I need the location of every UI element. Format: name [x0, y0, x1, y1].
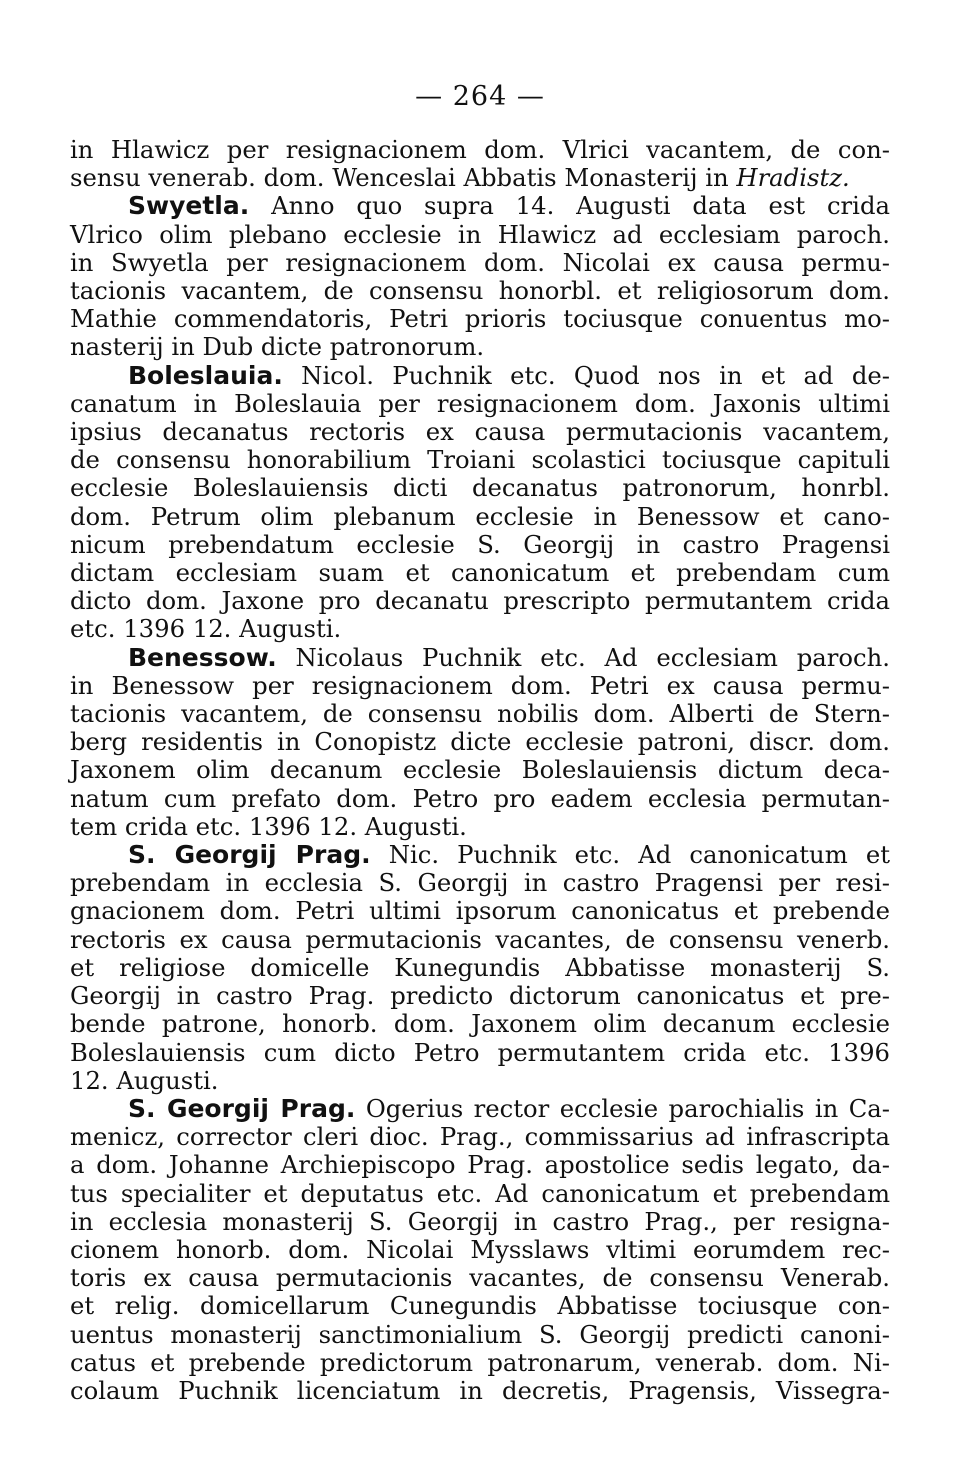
text-line: prebendam in ecclesia S. Georgij in castro Pragensi per resi- — [70, 868, 890, 898]
entry-boleslauia — [70, 362, 890, 644]
italic-place-name: Hradistz. — [736, 163, 850, 193]
text-line: dictam ecclesiam suam et canonicatum et prebendam cum — [70, 558, 890, 588]
text-line: in Swyetla per resignacionem dom. Nicolai ex causa permu- — [70, 247, 890, 277]
text-line: 12. Augusti. — [70, 1065, 219, 1095]
text-line: rectoris ex causa permutacionis vacantes, de consensu venerb. — [70, 924, 890, 954]
text-line: berg residentis in Conopistz dicte ecclesie patroni, discr. dom. — [70, 727, 890, 757]
text-line: dicto dom. Jaxone pro decanatu prescripto permutantem crida — [70, 586, 890, 616]
text-line: catus et prebende predictorum patronarum, venerab. dom. Ni- — [70, 1347, 890, 1377]
entry-continuation — [70, 136, 890, 192]
text-line: et relig. domicellarum Cunegundis Abbatisse tociusque con- — [70, 1291, 890, 1321]
document-page — [70, 80, 890, 1405]
text-line: colaum Puchnik licenciatum in decretis, Pragensis, Vissegra- — [70, 1375, 890, 1405]
entry-heading: S. Georgij Prag. — [128, 1093, 356, 1123]
text-line: in Benessow per resignacionem dom. Petri ex causa permu- — [70, 670, 890, 700]
text-line: Mathie commendatoris, Petri prioris tociusque conuentus mo- — [70, 304, 890, 334]
entry-first-line — [70, 644, 890, 672]
entry-first-line — [70, 192, 890, 220]
text-line: tus specialiter et deputatus etc. Ad canonicatum et prebendam — [70, 1178, 890, 1208]
page-number: — 264 — — [415, 81, 545, 112]
entry-s-georgij-prag-1 — [70, 841, 890, 1095]
text-line: nasterij in Dub dicte patronorum. — [70, 332, 485, 362]
text-line: natum cum prefato dom. Petro pro eadem ecclesia permutan- — [70, 783, 890, 813]
text-line: canatum in Boleslauia per resignacionem dom. Jaxonis ultimi — [70, 388, 890, 418]
text-line: in ecclesia monasterij S. Georgij in castro Prag., per resigna- — [70, 1206, 890, 1236]
entry-first-line — [70, 1095, 890, 1123]
text-line: in Hlawicz per resignacionem dom. Vlrici vacantem, de con- — [70, 135, 890, 164]
entry-first-line — [70, 841, 890, 869]
text-line: Vlrico olim plebano ecclesie in Hlawicz ad ecclesiam paroch. — [70, 219, 890, 249]
text-line: ipsius decanatus rectoris ex causa permutacionis vacantem, — [70, 417, 890, 447]
text-line: uentus monasterij sanctimonialium S. Georgij predicti canoni- — [70, 1319, 890, 1349]
text-line: tem crida etc. 1396 12. Augusti. — [70, 811, 467, 841]
text-line: a dom. Johanne Archiepiscopo Prag. apostolice sedis legato, da- — [70, 1150, 890, 1180]
text-line: tacionis vacantem, de consensu nobilis dom. Alberti de Stern- — [70, 699, 890, 729]
text-line: menicz, corrector cleri dioc. Prag., commissarius ad infrascripta — [70, 1122, 890, 1152]
text-line: toris ex causa permutacionis vacantes, de consensu Venerab. — [70, 1263, 890, 1293]
text-line: nicum prebendatum ecclesie S. Georgij in castro Pragensi — [70, 529, 890, 559]
text-line: bende patrone, honorb. dom. Jaxonem olim decanum ecclesie — [70, 1009, 890, 1039]
entry-heading: Boleslauia. — [128, 360, 283, 390]
entry-first-line-text: Anno quo supra 14. Augusti data est crida — [249, 191, 890, 221]
text-line: Georgij in castro Prag. predicto dictorum canonicatus et pre- — [70, 981, 890, 1011]
entry-first-line-text: Nicol. Puchnik etc. Quod nos in et ad de- — [282, 360, 890, 390]
text-line: ecclesie Boleslauiensis dicti decanatus patronorum, honrbl. — [70, 473, 890, 503]
text-line: de consensu honorabilium Troiani scolastici tociusque capituli — [70, 445, 890, 475]
text-line: dom. Petrum olim plebanum ecclesie in Benessow et cano- — [70, 501, 890, 531]
text-line: etc. 1396 12. Augusti. — [70, 614, 342, 644]
text-line: gnacionem dom. Petri ultimi ipsorum canonicatus et prebende — [70, 896, 890, 926]
entry-heading: Swyetla. — [128, 191, 250, 221]
entry-swyetla — [70, 192, 890, 361]
entry-first-line-text: Nic. Puchnik etc. Ad canonicatum et — [370, 840, 890, 870]
text-line: cionem honorb. dom. Nicolai Mysslaws vltimi eorumdem rec- — [70, 1234, 890, 1264]
entry-first-line — [70, 362, 890, 390]
entry-benessow — [70, 644, 890, 841]
entry-heading: Benessow. — [128, 642, 277, 672]
text-line: et religiose domicelle Kunegundis Abbatisse monasterij S. — [70, 952, 890, 982]
text-line: Jaxonem olim decanum ecclesie Boleslauiensis dictum deca- — [70, 755, 890, 785]
entry-first-line-text: Nicolaus Puchnik etc. Ad ecclesiam paroch. — [276, 642, 890, 672]
text-line: sensu venerab. dom. Wenceslai Abbatis Monasterij in Hradistz. — [70, 163, 850, 193]
text-line: Boleslauiensis cum dicto Petro permutantem crida etc. 1396 — [70, 1037, 890, 1067]
text-line: tacionis vacantem, de consensu honorbl. et religiosorum dom. — [70, 276, 890, 306]
entry-s-georgij-prag-2 — [70, 1095, 890, 1405]
entry-heading: S. Georgij Prag. — [128, 840, 371, 870]
entry-first-line-text: Ogerius rector ecclesie parochialis in Ca- — [355, 1093, 891, 1123]
